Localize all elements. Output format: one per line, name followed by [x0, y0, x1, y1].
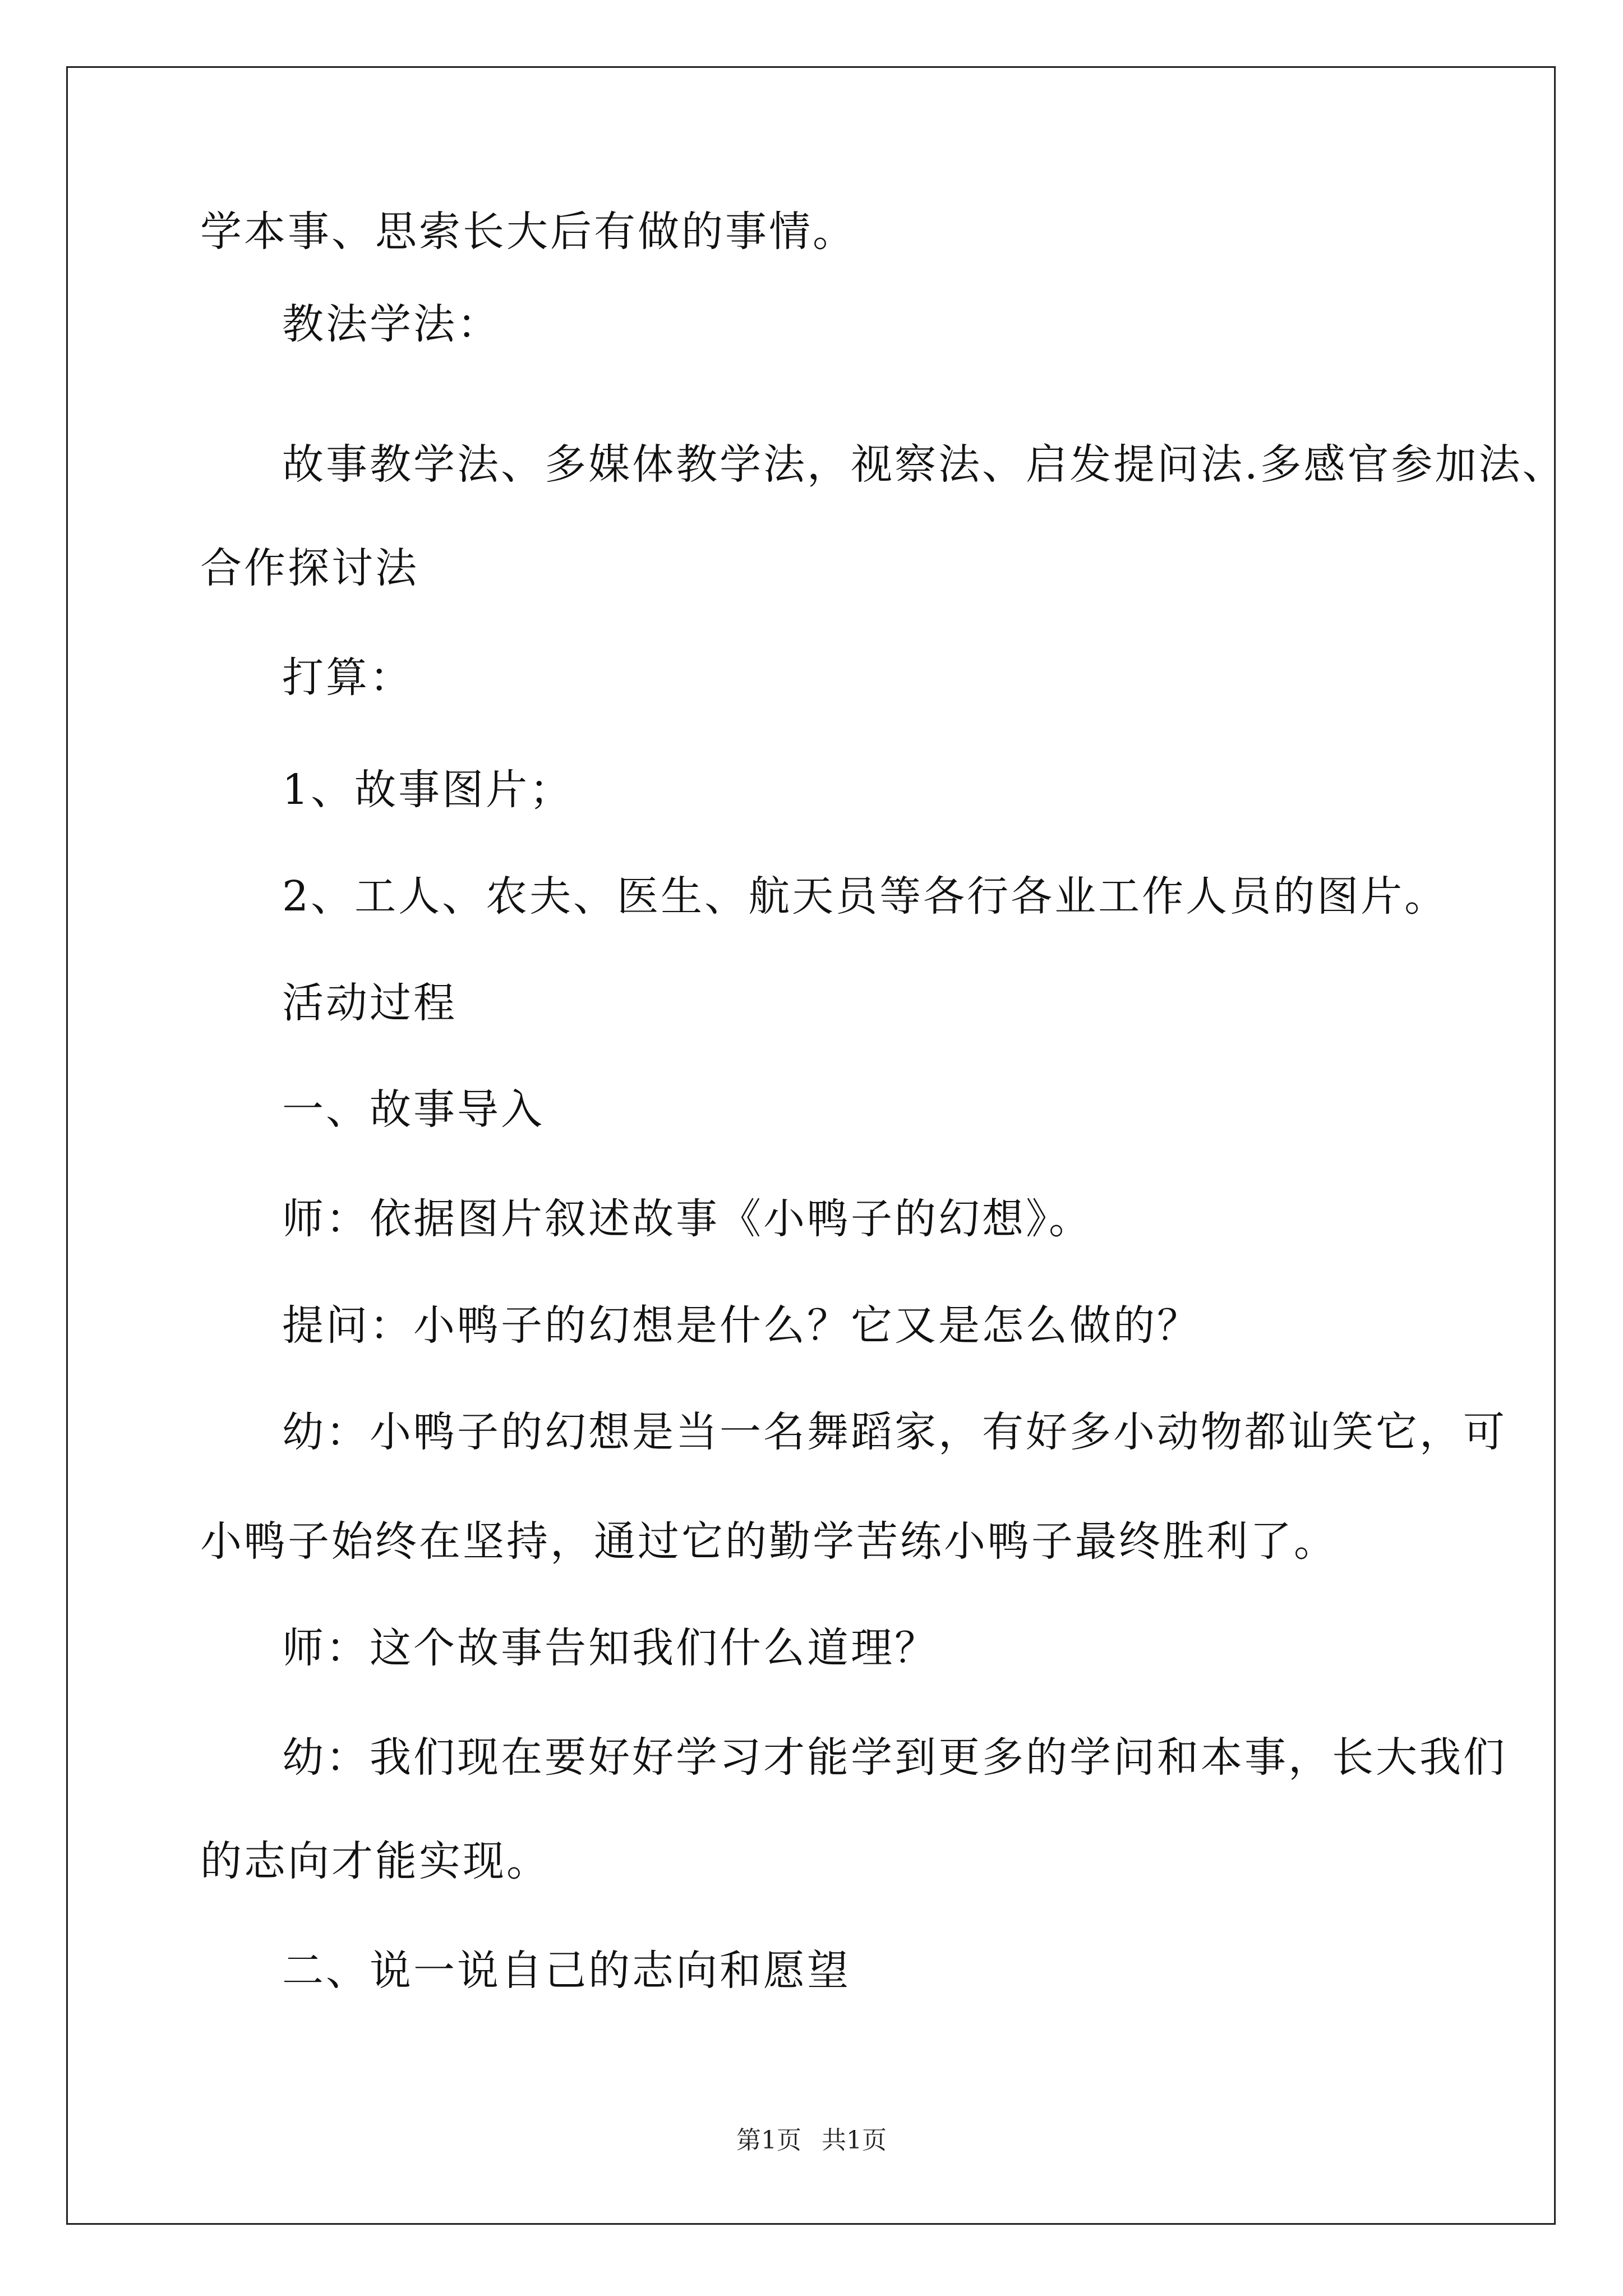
paragraph-line: 小鸭子始终在坚持，通过它的勤学苦练小鸭子最终胜利了。	[200, 1517, 1338, 1566]
paragraph-line: 教法学法：	[282, 300, 501, 348]
paragraph-line: 提问：小鸭子的幻想是什么？它又是怎么做的？	[282, 1301, 1201, 1350]
paragraph-line: 打算：	[282, 654, 413, 702]
paragraph-line: 的志向才能实现。	[200, 1837, 550, 1885]
paragraph-line: 师：依据图片叙述故事《小鸭子的幻想》。	[282, 1195, 1092, 1243]
paragraph-line: 故事教学法、多媒体教学法，视察法、启发提问法.多感官参加法、	[282, 440, 1566, 489]
paragraph-line: 2、工人、农夫、医生、航天员等各行各业工作人员的图片。	[282, 872, 1449, 921]
page-footer	[0, 2125, 1623, 2156]
paragraph-line: 合作探讨法	[200, 544, 419, 592]
paragraph-line: 一、故事导入	[282, 1085, 545, 1134]
page-number-total: 共1页	[822, 2126, 887, 2155]
paragraph-line: 师：这个故事告知我们什么道理？	[282, 1624, 938, 1672]
paragraph-line: 幼：我们现在要好好学习才能学到更多的学问和本事，长大我们	[282, 1733, 1507, 1782]
paragraph-line: 学本事、思索长大后有做的事情。	[200, 208, 856, 256]
paragraph-line: 幼：小鸭子的幻想是当一名舞蹈家，有好多小动物都讪笑它，可	[282, 1408, 1507, 1456]
paragraph-line: 活动过程	[282, 979, 457, 1027]
page-number-current: 第1页	[736, 2126, 801, 2155]
paragraph-line: 1、故事图片；	[282, 766, 574, 814]
page-border	[66, 66, 1556, 2225]
paragraph-line: 二、说一说自己的志向和愿望	[282, 1947, 851, 1995]
